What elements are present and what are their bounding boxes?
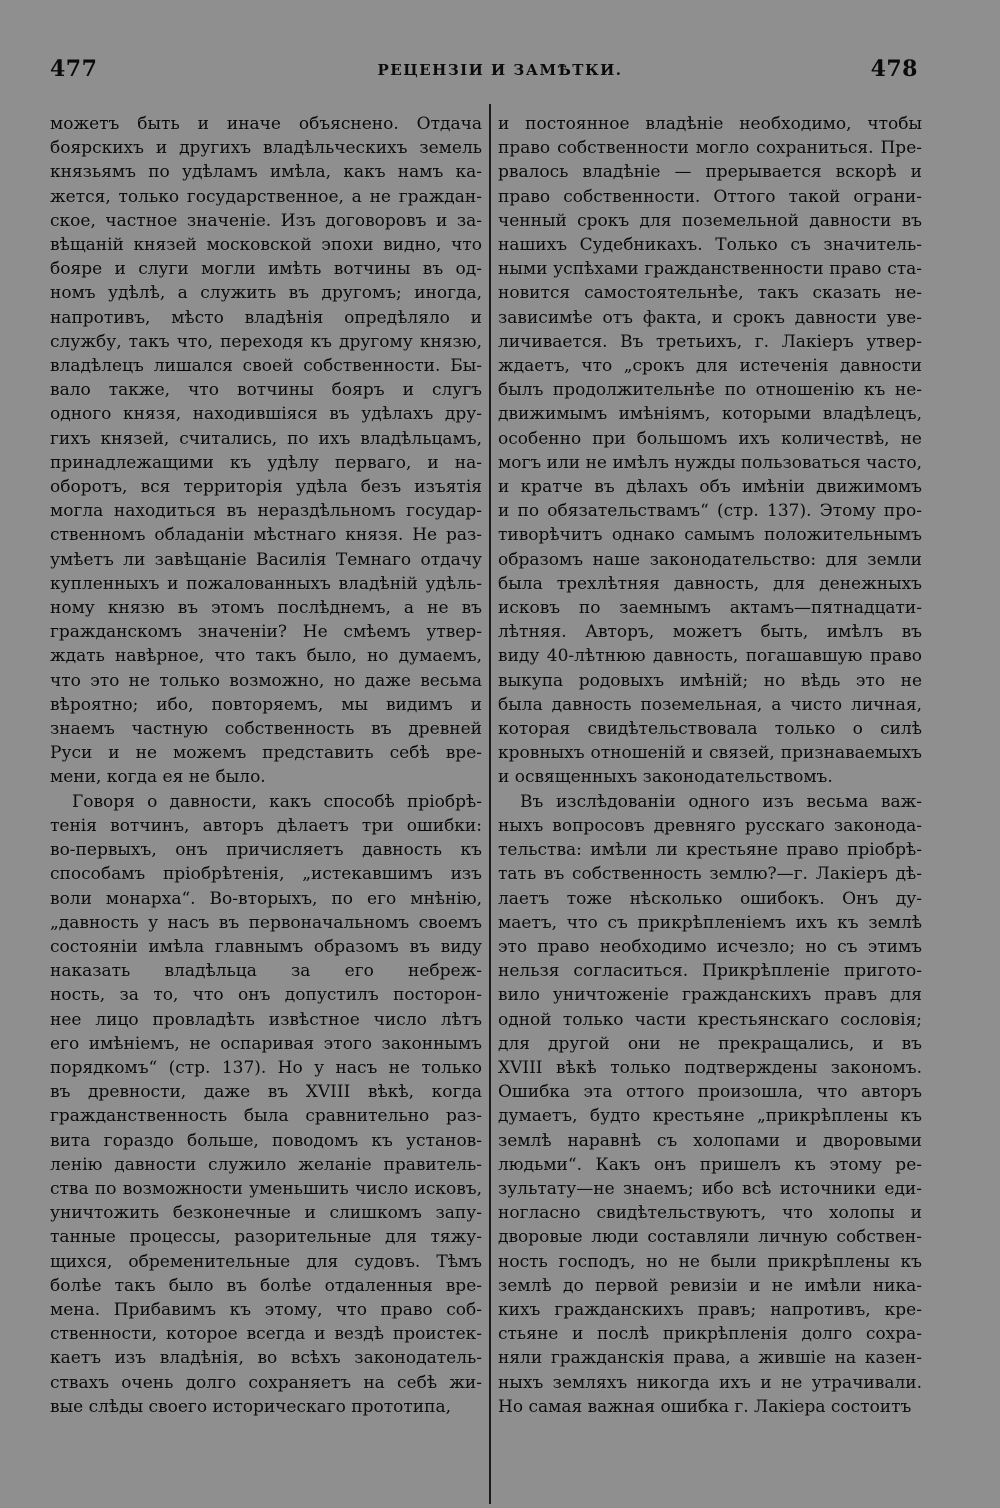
text-line: жется, только государственное, а не граждан-	[50, 186, 482, 207]
text-line: которая свидѣтельствовала только о силѣ	[498, 719, 922, 740]
text-line: исковъ по заемнымъ актамъ—пятнадцати-	[498, 598, 922, 619]
text-column-right	[498, 112, 922, 1502]
text-line: движимымъ имѣніямъ, которыми владѣлецъ,	[498, 404, 922, 425]
text-line: въ древности, даже въ XVIII вѣкѣ, когда	[50, 1082, 482, 1103]
text-line: нельзя согласиться. Прикрѣпленіе пригото-	[498, 961, 922, 982]
text-line: ность, за то, что онъ допустилъ посторон-	[50, 985, 482, 1006]
text-line: и по обязательствамъ“ (стр. 137). Этому про-	[498, 501, 922, 522]
text-line: ственности, которое всегда и вездѣ проистек-	[50, 1324, 482, 1345]
text-line: маетъ, что съ прикрѣпленіемъ ихъ къ землѣ	[498, 912, 922, 933]
text-line: уничтожить безконечные и слишкомъ запу-	[50, 1203, 482, 1224]
text-line: ждаетъ, что „срокъ для истеченія давности	[498, 356, 922, 377]
text-line: могла находиться въ нераздѣльномъ государ-	[50, 501, 482, 522]
text-line: тиворѣчитъ однако самымъ положительнымъ	[498, 525, 922, 546]
text-line: мени, когда ея не было.	[50, 767, 266, 788]
text-line: ствахъ очень долго сохраняетъ на себѣ жи-	[50, 1372, 482, 1393]
text-line: виду 40-лѣтнюю давность, погашавшую право	[498, 646, 922, 667]
text-line: его имѣніемъ, не оспаривая этого законнымъ	[50, 1033, 482, 1054]
text-line: номъ удѣлѣ, а служить въ другомъ; иногда,	[50, 283, 482, 304]
text-line: Но самая важная ошибка г. Лакіера состоитъ	[498, 1396, 912, 1417]
text-line: былъ продолжительнѣе по отношенію къ не-	[498, 380, 922, 401]
text-line: людьми“. Какъ онъ пришелъ къ этому ре-	[498, 1154, 922, 1175]
text-line: ждать навѣрное, что такъ было, но думаемъ,	[50, 646, 482, 667]
text-line: особенно при большомъ ихъ количествѣ, не	[498, 428, 922, 449]
column-divider	[489, 104, 491, 1504]
text-line: стьяне и послѣ прикрѣпленія долго сохра-	[498, 1324, 922, 1345]
text-line: Руси и не можемъ представить себѣ вре-	[50, 743, 482, 764]
text-line: ства по возможности уменьшить число исковъ,	[50, 1178, 482, 1199]
text-line: щихся, обременительные для судовъ. Тѣмъ	[50, 1251, 482, 1272]
running-header-title: РЕЦЕНЗІИ И ЗАМѢТКИ.	[377, 61, 623, 79]
text-line: ными успѣхами гражданственности право ста-	[498, 259, 922, 280]
text-line: гражданскомъ значеніи? Не смѣемъ утвер-	[50, 622, 482, 643]
text-line: кихъ гражданскихъ правъ; напротивъ, кре-	[498, 1299, 922, 1320]
text-line: гражданственность была сравнительно раз-	[50, 1106, 482, 1127]
text-line: ское, частное значеніе. Изъ договоровъ и за-	[50, 210, 482, 231]
text-line: оборотъ, вся территорія удѣла безъ изъятія	[50, 477, 482, 498]
text-line: вало также, что вотчины бояръ и слугъ	[50, 380, 482, 401]
text-line: новится самостоятельнѣе, такъ сказать не-	[498, 283, 922, 304]
text-line: ленію давности служило желаніе правитель-	[50, 1154, 482, 1175]
text-line: порядкомъ“ (стр. 137). Но у насъ не только	[50, 1057, 482, 1078]
text-line: воли монарха“. Во-вторыхъ, по его мнѣнію,	[50, 888, 482, 909]
text-line: и освященныхъ законодательствомъ.	[498, 767, 833, 788]
text-line: ныхъ вопросовъ древняго русскаго законода-	[498, 815, 922, 836]
text-line: лѣтняя. Авторъ, можетъ быть, имѣлъ въ	[498, 622, 922, 643]
text-line: ственномъ обладаніи мѣстнаго князя. Не раз-	[50, 525, 482, 546]
text-line: умѣетъ ли завѣщаніе Василія Темнаго отдачу	[50, 549, 482, 570]
text-line: знаемъ частную собственность въ древней	[50, 719, 482, 740]
page-number-right: 478	[870, 56, 918, 82]
text-line: наказать владѣльца за его небреж-	[50, 961, 482, 982]
text-line: землѣ наравнѣ съ холопами и дворовыми	[498, 1130, 922, 1151]
text-line: способамъ пріобрѣтенія, „истекавшимъ изъ	[50, 864, 482, 885]
text-line: тенія вотчинъ, авторъ дѣлаетъ три ошибки:	[50, 815, 482, 836]
text-line: право собственности могло сохраниться. Пре-	[498, 138, 922, 159]
page-number-left: 477	[50, 56, 98, 82]
text-line: кровныхъ отношеній и связей, признаваемыхъ	[498, 743, 922, 764]
text-line: службу, такъ что, переходя къ другому князю,	[50, 331, 482, 352]
text-line: можетъ быть и иначе объяснено. Отдача	[50, 114, 482, 134]
text-line: личивается. Въ третьихъ, г. Лакіеръ утвер-	[498, 331, 922, 352]
text-line: землѣ до первой ревизіи и не имѣли ника-	[498, 1275, 922, 1296]
text-line: „давность у насъ въ первоначальномъ своемъ	[50, 912, 482, 933]
text-line: нее лицо провладѣть извѣстное число лѣтъ	[50, 1009, 482, 1030]
text-line: была давность поземельная, а чисто личная,	[498, 694, 922, 715]
text-line: тать въ собственность землю?—г. Лакіеръ дѣ-	[498, 864, 922, 885]
text-line: нашихъ Судебникахъ. Только съ значитель-	[498, 235, 922, 256]
text-line: что это не только возможно, но даже весьма	[50, 670, 482, 691]
text-line: XVIII вѣкѣ только подтверждены закономъ.	[498, 1057, 922, 1078]
text-line: вые слѣды своего историческаго прототипа,	[50, 1396, 451, 1417]
text-line: няли гражданскія права, а жившіе на казен-	[498, 1348, 922, 1369]
text-line: Ошибка эта оттого произошла, что авторъ	[498, 1082, 922, 1103]
text-line: думаетъ, будто крестьяне „прикрѣплены къ	[498, 1106, 922, 1127]
text-line: вило уничтоженіе гражданскихъ правъ для	[498, 985, 922, 1006]
text-line: одной только части крестьянскаго сословія;	[498, 1009, 922, 1030]
text-line: боярскихъ и другихъ владѣльческихъ земель	[50, 138, 482, 159]
text-line: дворовые люди составляли личную собствен-	[498, 1227, 922, 1248]
text-line: ногласно свидѣтельствуютъ, что холопы и	[498, 1203, 922, 1224]
text-line: во-первыхъ, онъ причисляетъ давность къ	[50, 840, 482, 861]
text-line: состояніи имѣла главнымъ образомъ въ виду	[50, 936, 482, 957]
text-line: вѣщаній князей московской эпохи видно, что	[50, 235, 482, 256]
text-line: Въ изслѣдованіи одного изъ весьма важ-	[520, 791, 922, 812]
text-line: образомъ наше законодательство: для земли	[498, 549, 922, 570]
text-line: ченный срокъ для поземельной давности въ	[498, 210, 922, 231]
text-line: могъ или не имѣлъ нужды пользоваться часто,	[498, 452, 922, 473]
text-line: танные процессы, разорительные для тяжу-	[50, 1227, 482, 1248]
text-line: Говоря о давности, какъ способѣ пріобрѣ-	[72, 791, 482, 812]
text-line: каетъ изъ владѣнія, во всѣхъ законодатель-	[50, 1348, 482, 1369]
text-line: тельства: имѣли ли крестьяне право пріобрѣ-	[498, 840, 922, 861]
text-line: гихъ князей, считались, по ихъ владѣльцамъ,	[50, 428, 482, 449]
text-line: болѣе такъ было въ болѣе отдаленныя вре-	[50, 1275, 482, 1296]
text-line: одного князя, находившіяся въ удѣлахъ дру-	[50, 404, 482, 425]
text-line: ныхъ земляхъ никогда ихъ и не утрачивали.	[498, 1372, 922, 1393]
text-line: и постоянное владѣніе необходимо, чтобы	[498, 114, 922, 134]
text-line: была трехлѣтняя давность, для денежныхъ	[498, 573, 922, 594]
text-line: ному князю въ этомъ послѣднемъ, а не въ	[50, 598, 482, 619]
text-line: лаетъ тоже нѣсколько ошибокъ. Онъ ду-	[498, 888, 922, 909]
text-line: право собственности. Оттого такой ограни-	[498, 186, 922, 207]
text-line: рвалось владѣніе — прерывается вскорѣ и	[498, 162, 922, 183]
text-line: и кратче въ дѣлахъ объ имѣніи движимомъ	[498, 477, 922, 498]
text-line: напротивъ, мѣсто владѣнія опредѣляло и	[50, 307, 482, 328]
text-line: бояре и слуги могли имѣть вотчины въ од-	[50, 259, 482, 280]
text-line: князьямъ по удѣламъ имѣла, какъ намъ ка-	[50, 162, 482, 183]
text-line: принадлежащими къ удѣлу перваго, и на-	[50, 452, 482, 473]
text-line: выкупа родовыхъ имѣній; но вѣдь это не	[498, 670, 922, 691]
text-line: вита гораздо больше, поводомъ къ установ-	[50, 1130, 482, 1151]
text-line: это право необходимо исчезло; но съ этимъ	[498, 936, 922, 957]
text-line: для другой они не прекращались, и въ	[498, 1033, 922, 1054]
text-line: ность господъ, но не были прикрѣплены къ	[498, 1251, 922, 1272]
text-line: владѣлецъ лишался своей собственности. Бы-	[50, 356, 482, 377]
text-line: зультату—не знаемъ; ибо всѣ источники еди-	[498, 1178, 922, 1199]
text-line: купленныхъ и пожалованныхъ владѣній удѣль-	[50, 573, 482, 594]
text-line: зависимѣе отъ факта, и срокъ давности уве-	[498, 307, 922, 328]
text-line: вѣроятно; ибо, повторяемъ, мы видимъ и	[50, 694, 482, 715]
text-line: мена. Прибавимъ къ этому, что право соб-	[50, 1299, 482, 1320]
text-column-left	[50, 112, 482, 1502]
